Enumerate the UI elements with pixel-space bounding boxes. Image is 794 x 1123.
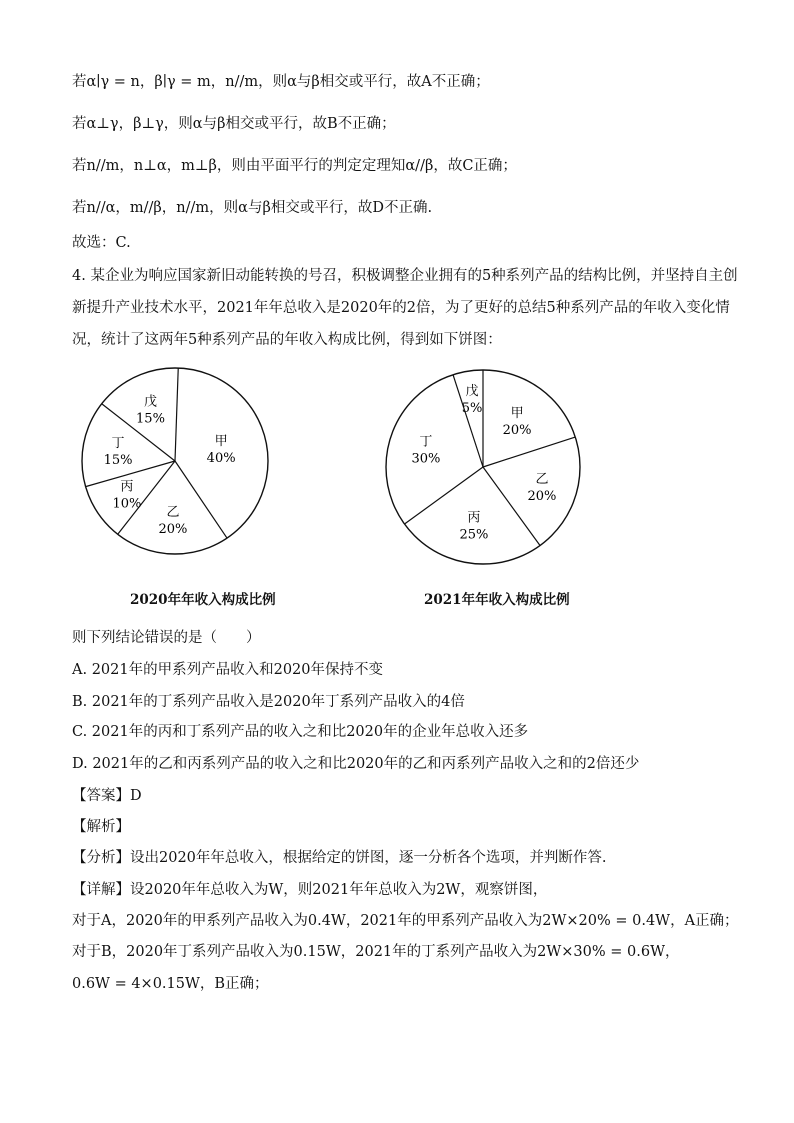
detail-intro: 【详解】设2020年年总收入为W，则2021年年总收入为2W，观察饼图，	[72, 882, 548, 898]
pie-slice-category-label: 丁	[111, 435, 125, 451]
option-c: C. 2021年的丙和丁系列产品的收入之和比2020年的企业年总收入还多	[72, 724, 529, 740]
question-4-line-3: 况，统计了这两年5种系列产品的年收入构成比例，得到如下饼图：	[72, 332, 502, 348]
pie-slice-value-label: 25%	[459, 527, 489, 543]
pie-slice-category-label: 乙	[166, 504, 180, 520]
text-line-5: 故选：C.	[72, 235, 131, 251]
chart-caption-2021: 2021年年收入构成比例	[424, 592, 570, 608]
pie-slice-value-label: 5%	[461, 400, 483, 416]
pie-slice-value-label: 15%	[103, 452, 133, 468]
text-line-4: 若n//α，m//β，n//m，则α与β相交或平行，故D不正确.	[72, 200, 433, 216]
pie-slice-value-label: 20%	[502, 423, 532, 439]
pie-slice-category-label: 丁	[419, 434, 433, 450]
pie-slice-category-label: 戊	[465, 383, 479, 399]
detail-option-b: 对于B，2020年丁系列产品收入为0.15W，2021年的丁系列产品收入为2W×30% = 0.6W，	[72, 944, 680, 960]
analysis-heading: 【解析】	[72, 819, 130, 835]
pie-slice-category-label: 甲	[510, 406, 524, 422]
text-line-3: 若n//m，n⊥α，m⊥β，则由平面平行的判定定理知α//β，故C正确；	[72, 158, 517, 174]
pie-slice-category-label: 丙	[120, 479, 134, 495]
pie-slice-value-label: 20%	[158, 521, 188, 537]
question-prompt: 则下列结论错误的是（ ）	[72, 630, 261, 646]
pie-slice-category-label: 乙	[535, 472, 549, 488]
pie-slice-value-label: 30%	[411, 451, 441, 467]
text-line-1: 若α∣γ = n，β∣γ = m，n//m，则α与β相交或平行，故A不正确；	[72, 74, 490, 90]
detail-option-b-cont: 0.6W = 4×0.15W，B正确；	[72, 976, 269, 992]
pie-charts	[0, 360, 794, 620]
answer-label: 【答案】D	[72, 788, 142, 804]
pie-slice-category-label: 甲	[214, 433, 228, 449]
pie-chart-2020	[80, 366, 270, 556]
pie-slice-category-label: 戊	[143, 394, 157, 410]
option-b: B. 2021年的丁系列产品收入是2020年丁系列产品收入的4倍	[72, 694, 465, 710]
text-line-2: 若α⊥γ，β⊥γ，则α与β相交或平行，故B不正确；	[72, 116, 396, 132]
question-4-line-1: 4. 某企业为响应国家新旧动能转换的号召，积极调整企业拥有的5种系列产品的结构比例，并坚持自主创	[72, 268, 738, 284]
pie-slice-value-label: 40%	[206, 450, 236, 466]
analysis-summary: 【分析】设出2020年年总收入，根据给定的饼图，逐一分析各个选项，并判断作答.	[72, 850, 607, 866]
chart-caption-2020: 2020年年收入构成比例	[130, 592, 276, 608]
pie-slice-value-label: 10%	[112, 496, 142, 512]
pie-slice-category-label: 丙	[467, 510, 481, 526]
pie-slice-value-label: 20%	[527, 489, 557, 505]
pie-slice-value-label: 15%	[136, 411, 165, 427]
option-d: D. 2021年的乙和丙系列产品的收入之和比2020年的乙和丙系列产品收入之和的2倍还少	[72, 756, 640, 772]
pie-chart-2021	[384, 368, 582, 566]
option-a: A. 2021年的甲系列产品收入和2020年保持不变	[72, 662, 383, 678]
detail-option-a: 对于A，2020年的甲系列产品收入为0.4W，2021年的甲系列产品收入为2W×20% = 0.4W，A正确；	[72, 913, 739, 929]
question-4-line-2: 新提升产业技术水平，2021年年总收入是2020年的2倍，为了更好的总结5种系列产品的年收入变化情	[72, 300, 730, 316]
